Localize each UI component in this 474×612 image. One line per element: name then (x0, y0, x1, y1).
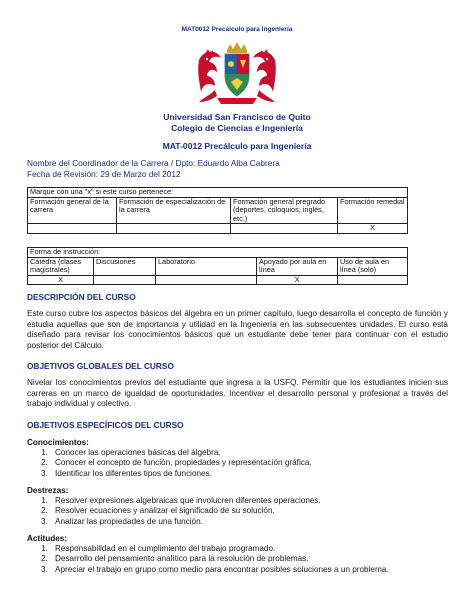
objetivos-especificos-heading: OBJETIVOS ESPECÍFICOS DEL CURSO (27, 420, 184, 430)
list-item: 1. Conocer las operaciones básicas del álgebra. (41, 448, 221, 457)
instruction-table (27, 247, 408, 285)
table-header-cell: Apoyado por aula en línea (257, 257, 338, 275)
list-item: 3. Identificar los diferentes tipos de funciones. (41, 468, 213, 478)
table-header-cell: Laboratorio (156, 257, 257, 275)
table-mark-cell (28, 224, 117, 234)
table-mark-cell (338, 275, 408, 285)
destrezas-label: Destrezas: (27, 486, 69, 495)
table-mark-cell (94, 275, 156, 285)
table-mark-cell: X (257, 275, 338, 285)
conocimientos-list (41, 448, 312, 479)
course-title: MAT-0012 Precálculo para Ingeniería (162, 141, 312, 151)
descripcion-text: Este curso cubre los aspectos básicos del álgebra en un primer capítulo, luego desarrolla el concepto de función y estudia aquellas que son de importancia y utilidad en la Ingeniería en las subsecuentes unidades. El curso está diseñado para revisar los conocimientos básicos que un estudiante debe tener para continuar con el estudio posterior del Cálculo. (27, 309, 448, 350)
list-item: 2. Resolver ecuaciones y analizar el significado de su solución. (41, 506, 275, 516)
list-item: 1. Responsabilidad en el cumplimiento del trabajo programado. (41, 544, 276, 553)
table-mark-cell: X (28, 275, 94, 285)
instruction-caption: Forma de instrucción: (28, 248, 408, 258)
list-item: 3. Apreciar el trabajo en grupo como medio para encontrar posibles soluciones a un problema. (41, 564, 389, 574)
table-mark-cell: X (338, 224, 408, 234)
table-mark-cell (117, 224, 231, 234)
descripcion-heading: DESCRIPCIÓN DEL CURSO (27, 292, 136, 302)
course-header: MAT0012 Precálculo para Ingeniería (181, 26, 293, 33)
list-item: 3. Analizar las propiedades de una función. (41, 516, 203, 526)
table-header-cell: Formación remedial (338, 197, 408, 224)
list-item: 2. Desarrollo del pensamiento analítico para la resolución de problemas. (41, 554, 309, 564)
list-item: 2. Conocer el concepto de función, propiedades y representación gráfica. (41, 458, 312, 468)
objetivos-globales-text: Nivelar los conocimientos previos del estudiante que ingresa a la USFQ. Permitir que los estudiantes inicien sus carreras en un marco de igualdad de oportunidades. Incentivar el desarrollo personal y profesional a través del trabajo individual y colectivo. (27, 378, 448, 408)
coordinator-line: Nombre del Coordinador de la Carrera / Dpto: Eduardo Alba Cabrera (27, 158, 280, 168)
conocimientos-label: Conocimientos: (27, 438, 89, 447)
university-crest-icon (195, 40, 279, 108)
objetivos-globales-heading: OBJETIVOS GLOBALES DEL CURSO (27, 361, 174, 371)
table-header-cell: Uso de aula en línea (solo) (338, 257, 408, 275)
table-header-cell: Formación general pregrado (deportes, coloquios, inglés, etc.) (231, 197, 338, 224)
table-mark-cell (156, 275, 257, 285)
table-mark-cell (231, 224, 338, 234)
formation-caption: Marque con una "x" si este curso pertenece: (28, 188, 408, 198)
table-header-cell: Formación de especialización de la carrera (117, 197, 231, 224)
formation-table (27, 187, 408, 234)
revision-date: Fecha de Revisión: 29 de Marzo del 2012 (27, 169, 181, 179)
table-header-cell: Cátedra (clases magistrales) (28, 257, 94, 275)
list-item: 1. Resolver expresiones algebraicas que involucren diferentes operaciones. (41, 496, 321, 505)
college-name: Colegio de Ciencias e Ingeniería (171, 123, 303, 133)
table-header-cell: Discusiones (94, 257, 156, 275)
table-header-cell: Formación general de la carrera (28, 197, 117, 224)
actitudes-list (41, 544, 389, 575)
university-name: Universidad San Francisco de Quito (163, 112, 311, 122)
destrezas-list (41, 496, 321, 527)
actitudes-label: Actitudes: (27, 534, 68, 543)
